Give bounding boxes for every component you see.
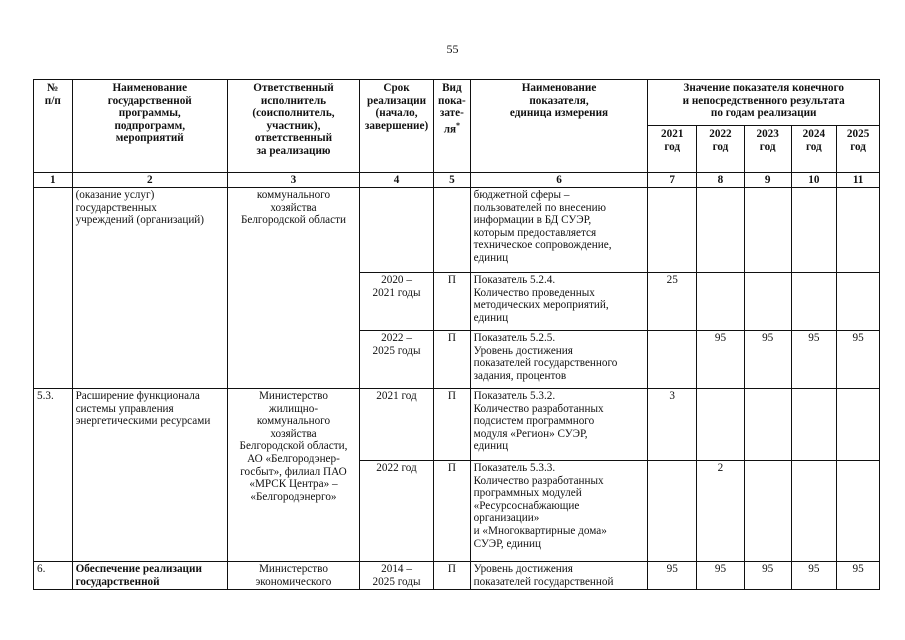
column-number: 10: [791, 173, 837, 188]
row-term-cell: [359, 188, 433, 273]
row-name-cell: Расширение функционала системы управления энергетическими ресурсами: [72, 389, 227, 562]
value-2021: 25: [648, 273, 697, 331]
table-row: [34, 188, 880, 273]
header-indicator: Наименование показателя, единица измерения: [470, 80, 648, 173]
value-2022: 95: [697, 331, 745, 389]
header-year-2025: 2025 год: [837, 126, 880, 173]
page-number: 55: [446, 42, 459, 56]
row-term-cell: 2022 – 2025 годы: [359, 331, 433, 389]
row-indicator-cell: Показатель 5.2.5. Уровень достижения показателей государственного задания, процентов: [470, 331, 648, 389]
value-2022: 95: [697, 562, 745, 590]
header-kind: [434, 80, 471, 173]
row-num-cell: 5.3.: [34, 389, 73, 562]
header-num: № п/п: [34, 80, 73, 173]
value-2025: 95: [837, 331, 880, 389]
header-name: Наименование государственной программы, подпрограмм, мероприятий: [72, 80, 227, 173]
header-term: Срок реализации (начало, завершение): [359, 80, 433, 173]
header-year-2024: 2024 год: [791, 126, 837, 173]
row-name-cell: Обеспечение реализации государственной: [72, 562, 227, 590]
row-kind-cell: [434, 188, 471, 273]
column-number: 7: [648, 173, 697, 188]
row-executor-cell: Министерство экономического: [227, 562, 359, 590]
header-executor: Ответственный исполнитель (соисполнитель, участник), ответственный за реализацию: [227, 80, 359, 173]
value-2021: 95: [648, 562, 697, 590]
header-year-2023: 2023 год: [744, 126, 791, 173]
value-2023: 95: [744, 331, 791, 389]
row-term-cell: 2021 год: [359, 389, 433, 461]
value-2021: 3: [648, 389, 697, 461]
column-numbers-row: [34, 173, 880, 188]
column-number: 8: [697, 173, 745, 188]
row-kind-cell: П: [434, 562, 471, 590]
row-term-cell: 2020 – 2021 годы: [359, 273, 433, 331]
column-number: 2: [72, 173, 227, 188]
row-executor-cell: Министерство жилищно- коммунального хозяйства Белгородской области, АО «Белгородэнер- госбыт», филиал ПАО «МРСК Центра» – «Белгородэнерго»: [227, 389, 359, 562]
row-term-cell: 2022 год: [359, 461, 433, 562]
column-number: 4: [359, 173, 433, 188]
header-year-2021: 2021 год: [648, 126, 697, 173]
header-values-group: Значение показателя конечного и непосредственного результата по годам реализации: [648, 80, 880, 126]
column-number: 9: [744, 173, 791, 188]
row-term-cell: 2014 – 2025 годы: [359, 562, 433, 590]
row-kind-cell: П: [434, 461, 471, 562]
value-2022: 2: [697, 461, 745, 562]
row-indicator-cell: бюджетной сферы – пользователей по внесению информации в БД СУЭР, которым предоставляется техническое сопровождение, единиц: [470, 188, 648, 273]
table-row: [34, 562, 880, 590]
value-2023: 95: [744, 562, 791, 590]
header-kind-footnote-mark: *: [456, 120, 461, 130]
row-num-cell: [34, 188, 73, 389]
column-number: 1: [34, 173, 73, 188]
row-kind-cell: П: [434, 331, 471, 389]
row-indicator-cell: Уровень достижения показателей государственной: [470, 562, 648, 590]
column-number: 6: [470, 173, 648, 188]
row-indicator-cell: Показатель 5.3.3. Количество разработанных программных модулей «Ресурсоснабжающие организации» и «Многоквартирные дома» СУЭР, единиц: [470, 461, 648, 562]
row-indicator-cell: Показатель 5.3.2. Количество разработанных подсистем программного модуля «Регион» СУЭР, единиц: [470, 389, 648, 461]
row-name-cell: (оказание услуг) государственных учреждений (организаций): [72, 188, 227, 389]
header-kind-text: Вид пока- зате- ля: [438, 82, 466, 136]
row-executor-cell: коммунального хозяйства Белгородской области: [227, 188, 359, 389]
row-kind-cell: П: [434, 389, 471, 461]
value-2024: 95: [791, 331, 837, 389]
value-2025: 95: [837, 562, 880, 590]
row-indicator-cell: Показатель 5.2.4. Количество проведенных методических мероприятий, единиц: [470, 273, 648, 331]
row-kind-cell: П: [434, 273, 471, 331]
table-row: [34, 389, 880, 461]
column-number: 3: [227, 173, 359, 188]
row-num-cell: 6.: [34, 562, 73, 590]
header-year-2022: 2022 год: [697, 126, 745, 173]
program-indicators-table: [33, 79, 880, 590]
column-number: 11: [837, 173, 880, 188]
column-number: 5: [434, 173, 471, 188]
value-2024: 95: [791, 562, 837, 590]
